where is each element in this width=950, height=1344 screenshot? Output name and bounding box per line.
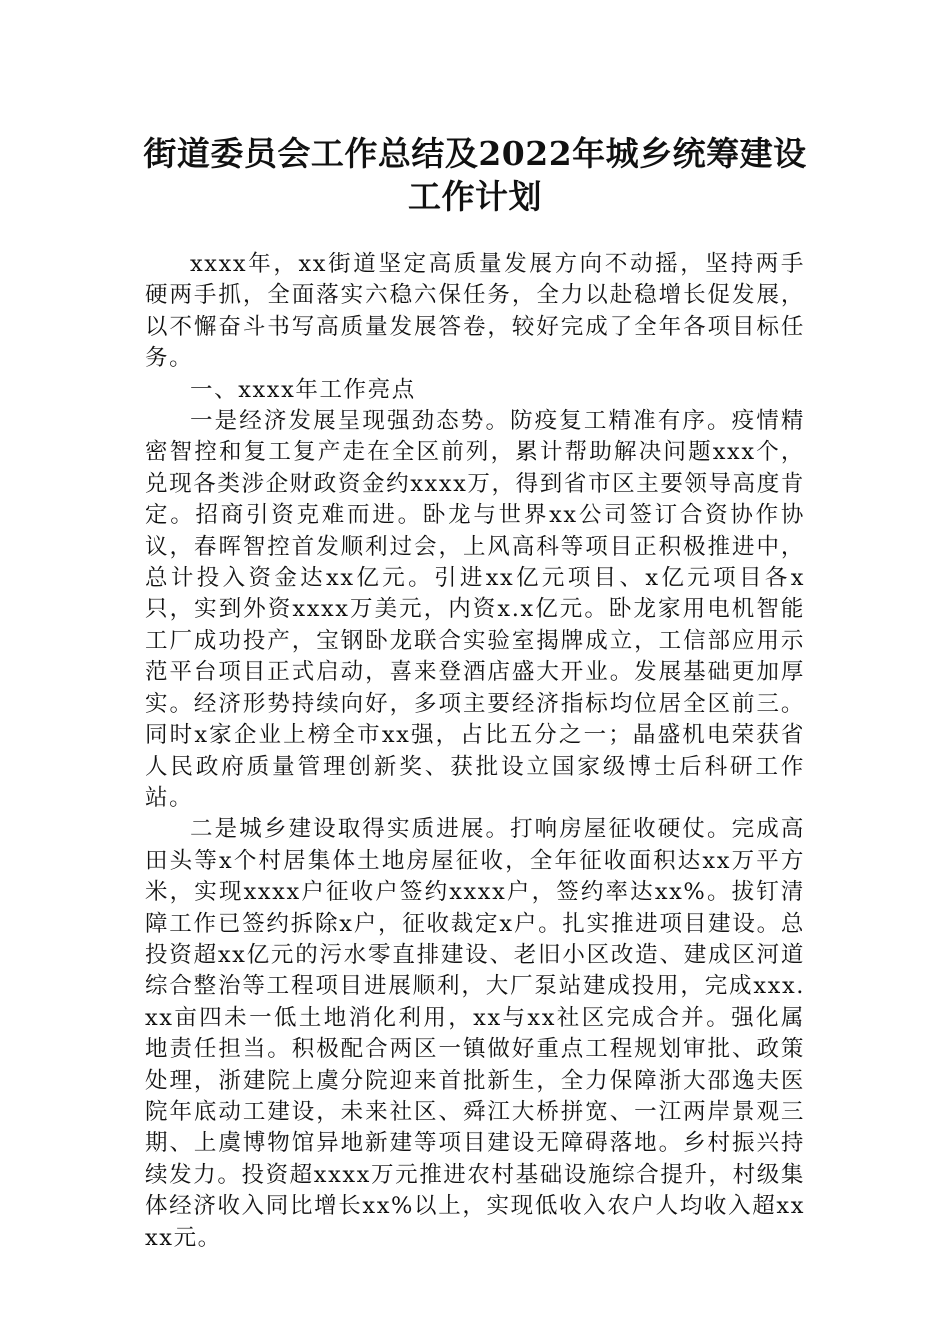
document-body bbox=[145, 249, 805, 1254]
paragraph-urban-rural: 二是城乡建设取得实质进展。打响房屋征收硬仗。完成高田头等x个村居集体土地房屋征收，全年征收面积达xx万平方米，实现xxxx户征收户签约xxxx户，签约率达xx%。拔钉清障工作已签约拆除x户，征收裁定x户。扎实推进项目建设。总投资超xx亿元的污水零直排建设、老旧小区改造、建成区河道综合整治等工程项目进展顺利，大厂泵站建成投用，完成xxx.xx亩四未一低土地消化利用，xx与xx社区完成合并。强化属地责任担当。积极配合两区一镇做好重点工程规划审批、政策处理，浙建院上虞分院迎来首批新生，全力保障浙大邵逸夫医院年底动工建设，未来社区、舜江大桥拼宽、一江两岸景观三期、上虞博物馆异地新建等项目建设无障碍落地。乡村振兴持续发力。投资超xxxx万元推进农村基础设施综合提升，村级集体经济收入同比增长xx%以上，实现低收入农户人均收入超xxxx元。 bbox=[145, 816, 805, 1251]
section-heading: 一、xxxx年工作亮点 bbox=[190, 376, 416, 403]
paragraph-economy: 一是经济发展呈现强劲态势。防疫复工精准有序。疫情精密智控和复工复产走在全区前列，累计帮助解决问题xxx个，兑现各类涉企财政资金约xxxx万，得到省市区主要领导高度肯定。招商引资克难而进。卧龙与世界xx公司签订合资协作协议，春晖智控首发顺利过会，上风高科等项目正积极推进中，总计投入资金达xx亿元。引进xx亿元项目、x亿元项目各x只，实到外资xxxx万美元，内资x.x亿元。卧龙家用电机智能工厂成功投产，宝钢卧龙联合实验室揭牌成立，工信部应用示范平台项目正式启动，喜来登酒店盛大开业。发展基础更加厚实。经济形势持续向好，多项主要经济指标均位居全区前三。同时x家企业上榜全市xx强，占比五分之一；晶盛机电荣获省人民政府质量管理创新奖、获批设立国家级博士后科研工作站。 bbox=[145, 408, 805, 811]
paragraph-intro: xxxx年，xx街道坚定高质量发展方向不动摇，坚持两手硬两手抓，全面落实六稳六保任务，全力以赴稳增长促发展，以不懈奋斗书写高质量发展答卷，较好完成了全年各项目标任务。 bbox=[145, 251, 805, 372]
document-title: 街道委员会工作总结及2022年城乡统筹建设工作计划 bbox=[143, 134, 807, 216]
